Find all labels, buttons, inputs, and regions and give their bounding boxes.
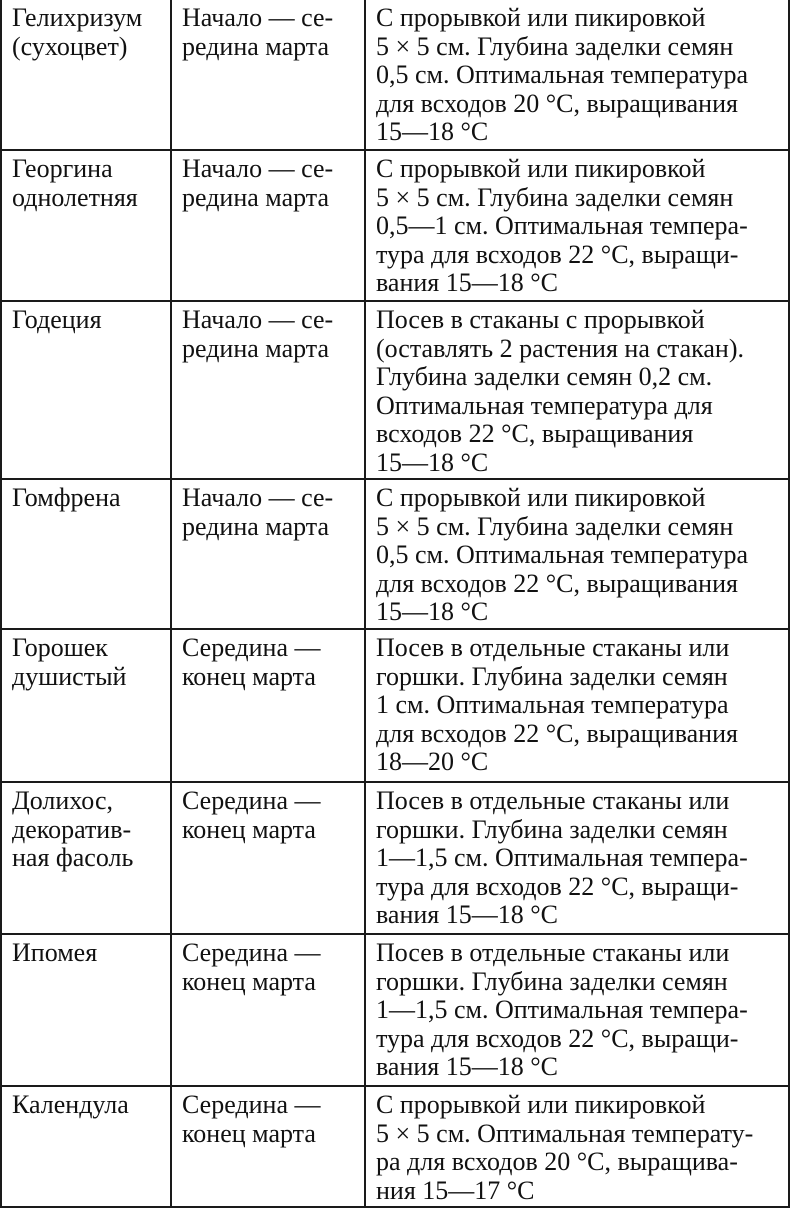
table-row (2, 302, 788, 480)
growing-notes-cell: Посев в стаканы с прорывкой (оставлять 2 растения на стакан). Глубина заделки семян 0,2 см. Оптимальная температура для всходов 22 °С, выращивания 15—18 °С (364, 302, 788, 478)
table-row (2, 1087, 788, 1208)
plant-name-cell: Горошек душистый (12, 633, 127, 691)
sowing-time-cell: Начало — се- редина марта (170, 302, 364, 478)
plant-name-cell: Гомфрена (12, 483, 121, 512)
plant-name-cell: Календула (12, 1090, 129, 1119)
table-row (2, 0, 788, 151)
growing-notes-cell: Посев в отдельные стаканы или горшки. Глубина заделки семян 1 см. Оптимальная температура для всходов 22 °С, выращивания 18—20 °С (364, 630, 788, 781)
table-row (2, 151, 788, 302)
plant-name-cell: Долихос, декоратив- ная фасоль (12, 786, 134, 872)
plant-name-cell: Георгина однолетняя (12, 154, 138, 212)
growing-notes-cell: С прорывкой или пикировкой 5 × 5 см. Оптимальная температу- ра для всходов 20 °С, выращива- ния 15—17 °С (364, 1087, 788, 1206)
growing-notes-cell: Посев в отдельные стаканы или горшки. Глубина заделки семян 1—1,5 см. Оптимальная темпера- тура для всходов 22 °С, выращи- вания 15—18 °С (364, 783, 788, 933)
plant-name-cell: Гелихризум (сухоцвет) (12, 3, 143, 61)
sowing-time-cell: Середина — конец марта (170, 630, 364, 781)
growing-notes-cell: С прорывкой или пикировкой 5 × 5 см. Глубина заделки семян 0,5 см. Оптимальная температура для всходов 22 °С, выращивания 15—18 °С (364, 480, 788, 628)
table-row (2, 783, 788, 935)
sowing-time-cell: Начало — се- редина марта (170, 0, 364, 149)
sowing-time-cell: Начало — се- редина марта (170, 480, 364, 628)
sowing-time-cell: Середина — конец марта (170, 783, 364, 933)
growing-notes-cell: С прорывкой или пикировкой 5 × 5 см. Глубина заделки семян 0,5 см. Оптимальная температура для всходов 20 °С, выращивания 15—18 °С (364, 0, 788, 149)
table-row (2, 480, 788, 630)
growing-notes-cell: Посев в отдельные стаканы или горшки. Глубина заделки семян 1—1,5 см. Оптимальная темпера- тура для всходов 22 °С, выращи- вания 15—18 °С (364, 935, 788, 1085)
growing-notes-cell: С прорывкой или пикировкой 5 × 5 см. Глубина заделки семян 0,5—1 см. Оптимальная темпера- тура для всходов 22 °С, выращи- вания 15—18 °С (364, 151, 788, 300)
sowing-time-cell: Середина — конец марта (170, 1087, 364, 1206)
table-row (2, 630, 788, 783)
sowing-time-cell: Середина — конец марта (170, 935, 364, 1085)
sowing-time-cell: Начало — се- редина марта (170, 151, 364, 300)
plant-name-cell: Ипомея (12, 938, 98, 967)
plant-name-cell: Годеция (12, 305, 102, 334)
table-row (2, 935, 788, 1087)
